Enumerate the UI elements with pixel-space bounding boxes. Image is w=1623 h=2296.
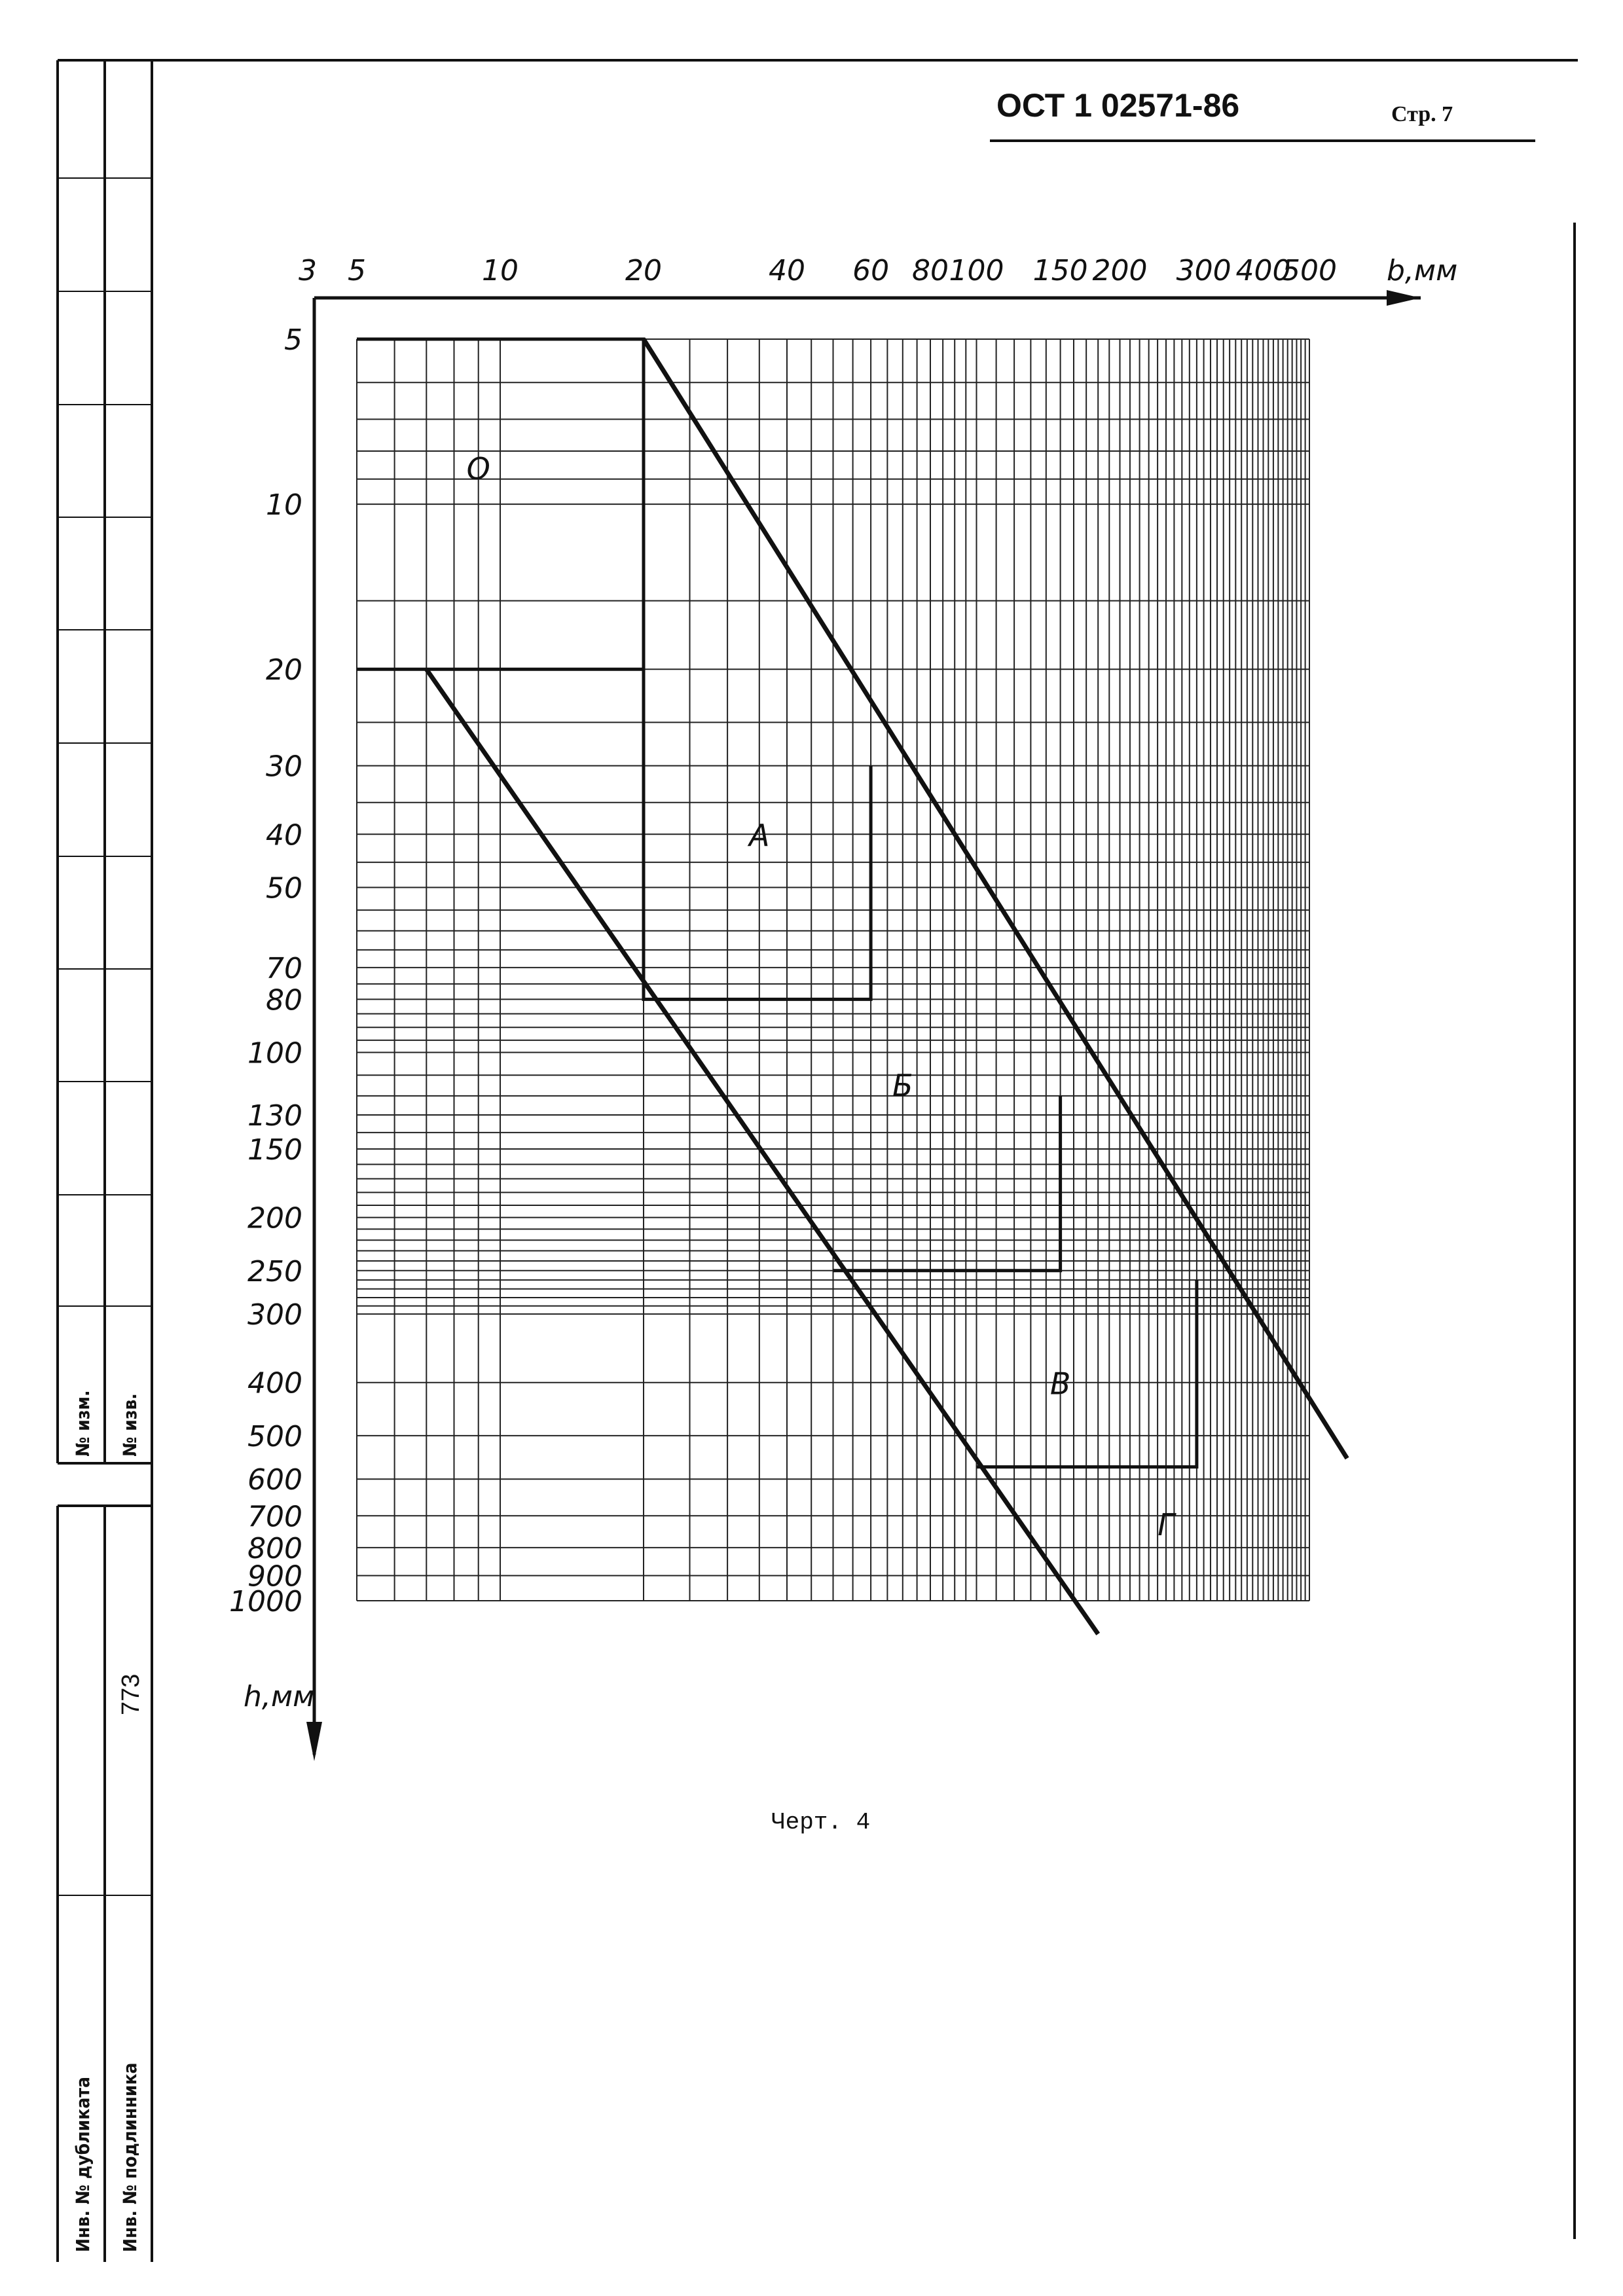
y-tick-label: 50 [266, 871, 302, 905]
x-tick-label: 80 [911, 254, 949, 287]
x-tick-label: 40 [768, 254, 805, 287]
x-tick-label: 10 [481, 254, 519, 287]
zone-label: Г [1158, 1507, 1175, 1543]
y-tick-label: 130 [247, 1099, 302, 1133]
x-tick-label: 150 [1032, 254, 1088, 287]
y-tick-label: 20 [266, 653, 302, 687]
x-tick-label: 5 [348, 254, 366, 287]
zone-label: О [466, 450, 490, 486]
figure-caption: Черт. 4 [771, 1809, 871, 1836]
x-tick-label: 300 [1176, 254, 1231, 287]
y-tick-label: 1000 [229, 1585, 302, 1618]
y-tick-label: 200 [247, 1201, 302, 1235]
dup-inventory-label: Инв. № дубликата [72, 2077, 94, 2252]
x-tick-label: 400 [1235, 254, 1291, 287]
y-tick-label: 300 [247, 1298, 302, 1332]
y-tick-label: 500 [247, 1419, 302, 1453]
x-tick-label: 3 [299, 254, 317, 287]
region-boundary [833, 1096, 1061, 1271]
y-axis-arrow [306, 1722, 322, 1761]
orig-inventory-label: Инв. № подлинника [119, 2062, 141, 2252]
y-axis-label: h,мм [244, 1680, 315, 1713]
chart-b-h [229, 254, 1457, 1761]
y-tick-labels [229, 323, 302, 1618]
x-tick-labels [299, 254, 1337, 287]
x-axis-arrow [1387, 290, 1421, 306]
x-tick-label: 60 [852, 254, 890, 287]
side-stamp [58, 60, 152, 2262]
notice-no-label: № изв. [119, 1393, 141, 1457]
chart-axes [306, 290, 1421, 1761]
y-tick-label: 900 [247, 1559, 302, 1594]
change-no-label: № изм. [72, 1390, 94, 1457]
y-tick-label: 30 [266, 750, 302, 784]
zone-labels [467, 451, 1177, 1542]
x-tick-label: 200 [1092, 254, 1148, 287]
x-tick-label: 100 [949, 254, 1004, 287]
y-tick-label: 800 [247, 1531, 302, 1565]
chart-grid [357, 339, 1309, 1601]
zone-label: В [1049, 1366, 1071, 1402]
zone-label: Б [892, 1067, 913, 1103]
y-tick-label: 40 [266, 818, 302, 852]
y-tick-label: 100 [247, 1036, 302, 1070]
y-tick-label: 250 [247, 1254, 302, 1288]
y-tick-label: 10 [266, 488, 302, 522]
x-tick-label: 20 [625, 254, 662, 287]
orig-inventory-number: 773 [117, 1673, 145, 1715]
y-tick-label: 70 [266, 951, 302, 985]
boundary-line [426, 669, 1098, 1634]
zone-label: А [749, 818, 770, 854]
y-tick-label: 600 [247, 1463, 302, 1497]
y-tick-label: 700 [247, 1500, 302, 1534]
x-tick-label: 500 [1282, 254, 1337, 287]
y-tick-label: 5 [284, 323, 302, 357]
y-tick-label: 400 [247, 1366, 302, 1400]
standard-code: ОСТ 1 02571-86 [996, 87, 1240, 124]
page-number: Стр. 7 [1391, 102, 1453, 126]
x-axis-label: b,мм [1387, 254, 1458, 287]
y-tick-label: 150 [247, 1133, 302, 1167]
y-tick-label: 80 [266, 983, 302, 1017]
